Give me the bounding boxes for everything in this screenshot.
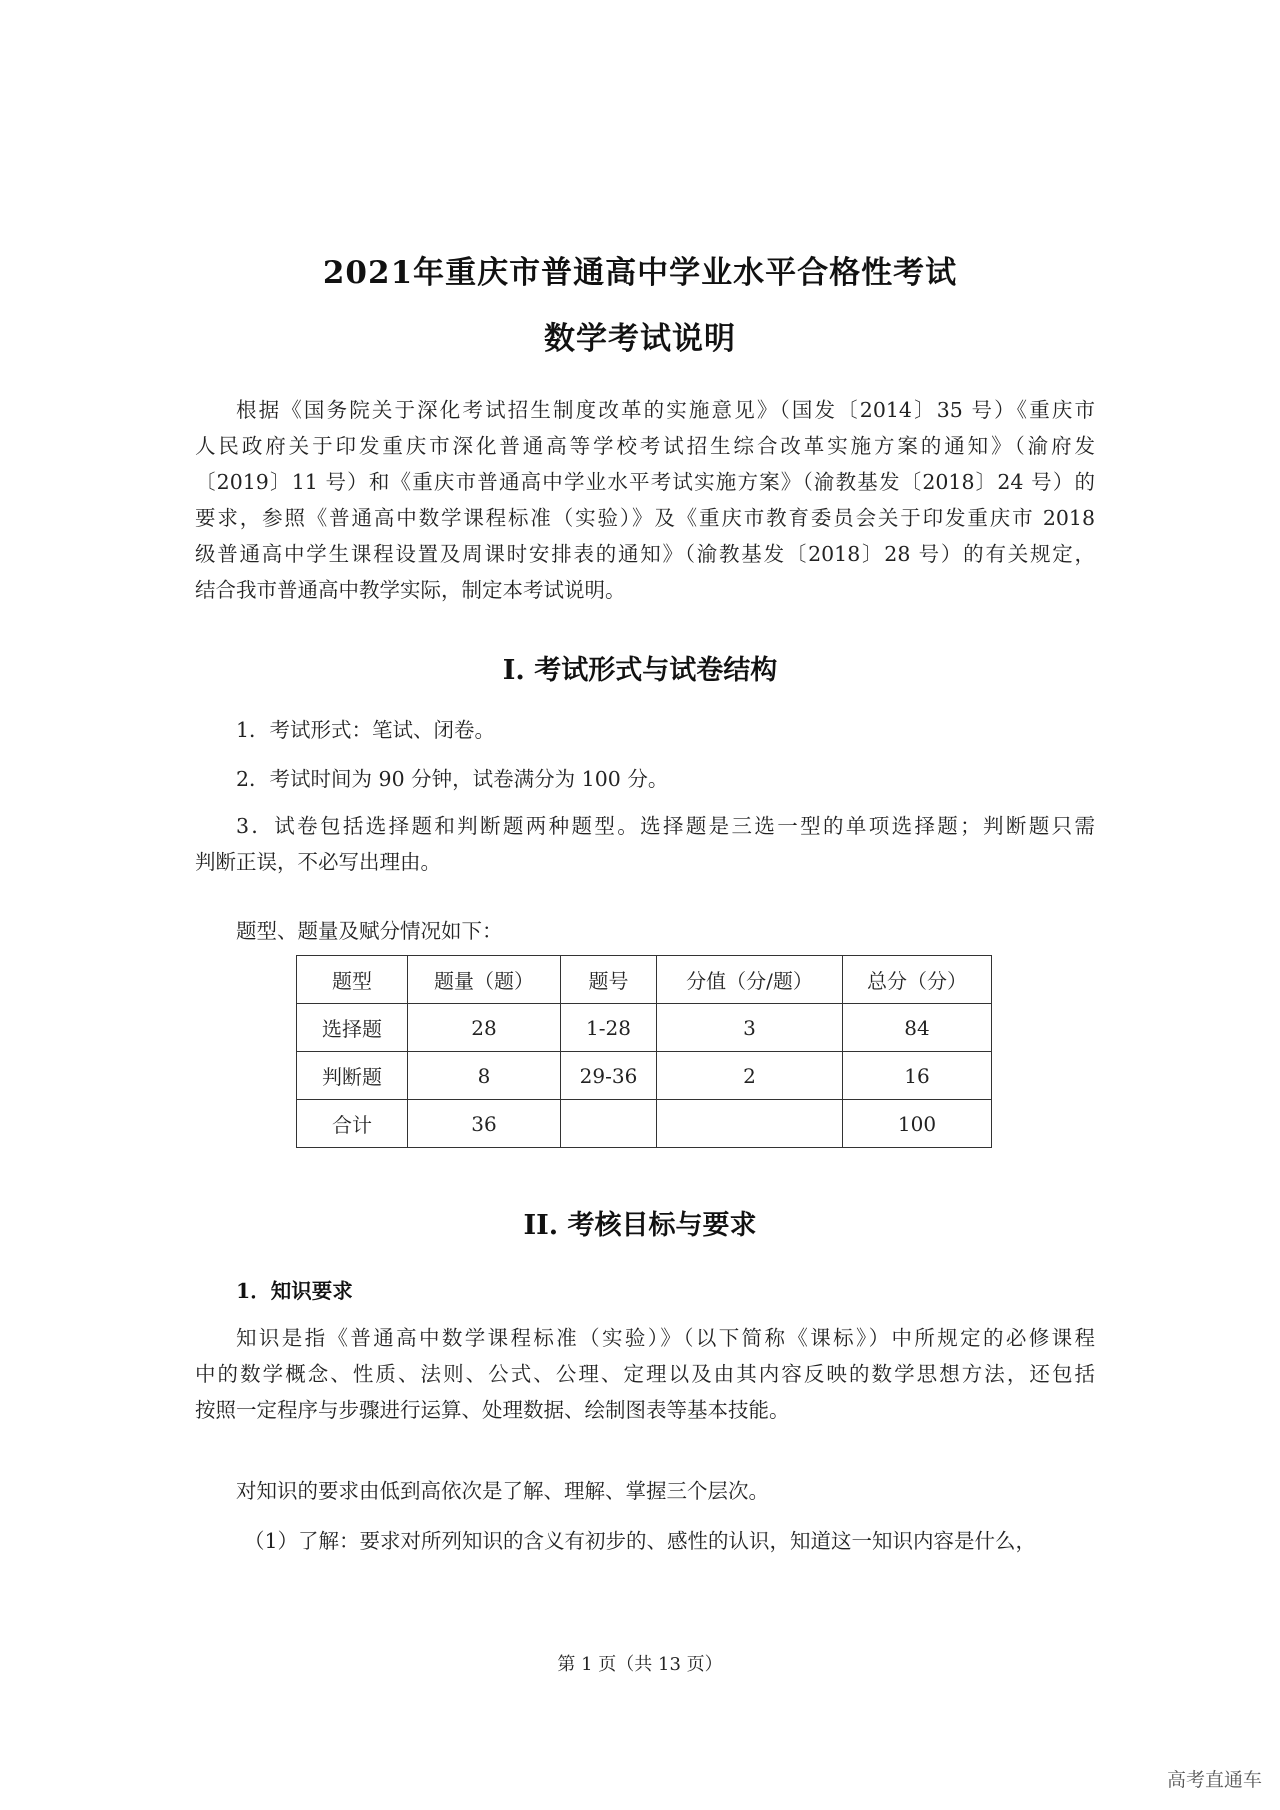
table-cell: 84 <box>843 1004 992 1052</box>
table-cell: 合计 <box>297 1100 408 1148</box>
table-cell: 选择题 <box>297 1004 408 1052</box>
table-cell: 36 <box>408 1100 561 1148</box>
document-title: 2021年重庆市普通高中学业水平合格性考试 <box>322 255 958 291</box>
intro-line: 人民政府关于印发重庆市深化普通高等学校考试招生综合改革实施方案的通知》（渝府发 <box>195 434 1095 458</box>
table-cell: 8 <box>408 1052 561 1100</box>
table-header-row <box>297 956 992 1004</box>
list-item-exam-time: 2．考试时间为 90 分钟，试卷满分为 100 分。 <box>236 767 669 791</box>
table-cell: 2 <box>657 1052 843 1100</box>
intro-line: 结合我市普通高中教学实际，制定本考试说明。 <box>195 578 626 602</box>
list-item-line: 3．试卷包括选择题和判断题两种题型。选择题是三选一型的单项选择题；判断题只需 <box>236 814 1095 838</box>
table-header-cell: 题型 <box>297 956 408 1004</box>
table-row <box>297 1100 992 1148</box>
table-cell: 16 <box>843 1052 992 1100</box>
section-heading-exam-format: I. 考试形式与试卷结构 <box>502 655 778 686</box>
table-cell: 3 <box>657 1004 843 1052</box>
table-header-cell: 题号 <box>561 956 657 1004</box>
score-table <box>296 955 992 1148</box>
list-item-exam-form: 1．考试形式：笔试、闭卷。 <box>236 718 496 742</box>
table-cell: 100 <box>843 1100 992 1148</box>
table-cell: 28 <box>408 1004 561 1052</box>
intro-line: 〔2019〕11 号）和《重庆市普通高中学业水平考试实施方案》（渝教基发〔2018〕24 号）的 <box>195 470 1095 494</box>
table-cell <box>561 1100 657 1148</box>
table-header-cell: 题量（题） <box>408 956 561 1004</box>
paragraph-line: 按照一定程序与步骤进行运算、处理数据、绘制图表等基本技能。 <box>195 1398 790 1422</box>
intro-line: 根据《国务院关于深化考试招生制度改革的实施意见》（国发〔2014〕35 号）《重庆市 <box>236 398 1095 422</box>
subheading-knowledge-requirements: 1．知识要求 <box>236 1279 353 1303</box>
understanding-level-paragraph: （1）了解：要求对所列知识的含义有初步的、感性的认识，知道这一知识内容是什么， <box>244 1529 1037 1553</box>
watermark: 高考直通车 <box>1166 1769 1262 1791</box>
table-cell: 判断题 <box>297 1052 408 1100</box>
list-item-question-types <box>195 808 1095 880</box>
list-item-line: 判断正误，不必写出理由。 <box>195 850 441 874</box>
intro-line: 级普通高中学生课程设置及周课时安排表的通知》（渝教基发〔2018〕28 号）的有关规定， <box>195 542 1095 566</box>
table-cell <box>657 1100 843 1148</box>
table-header-cell: 总分（分） <box>843 956 992 1004</box>
table-header-cell: 分值（分/题） <box>657 956 843 1004</box>
table-cell: 29-36 <box>561 1052 657 1100</box>
intro-paragraph <box>195 392 1095 608</box>
knowledge-paragraph <box>195 1320 1095 1428</box>
table-row <box>297 1052 992 1100</box>
section-heading-assessment-goals: II. 考核目标与要求 <box>523 1210 757 1241</box>
page-number: 第 1 页（共 13 页） <box>557 1654 723 1675</box>
table-intro: 题型、题量及赋分情况如下： <box>236 919 503 943</box>
table-cell: 1-28 <box>561 1004 657 1052</box>
table-row <box>297 1004 992 1052</box>
paragraph-line: 知识是指《普通高中数学课程标准（实验）》（以下简称《课标》）中所规定的必修课程 <box>236 1326 1095 1350</box>
paragraph-line: 中的数学概念、性质、法则、公式、公理、定理以及由其内容反映的数学思想方法，还包括 <box>195 1362 1095 1386</box>
document-subtitle: 数学考试说明 <box>544 321 736 357</box>
knowledge-levels-paragraph: 对知识的要求由低到高依次是了解、理解、掌握三个层次。 <box>236 1479 769 1503</box>
intro-line: 要求，参照《普通高中数学课程标准（实验）》及《重庆市教育委员会关于印发重庆市 2018 <box>195 506 1095 530</box>
